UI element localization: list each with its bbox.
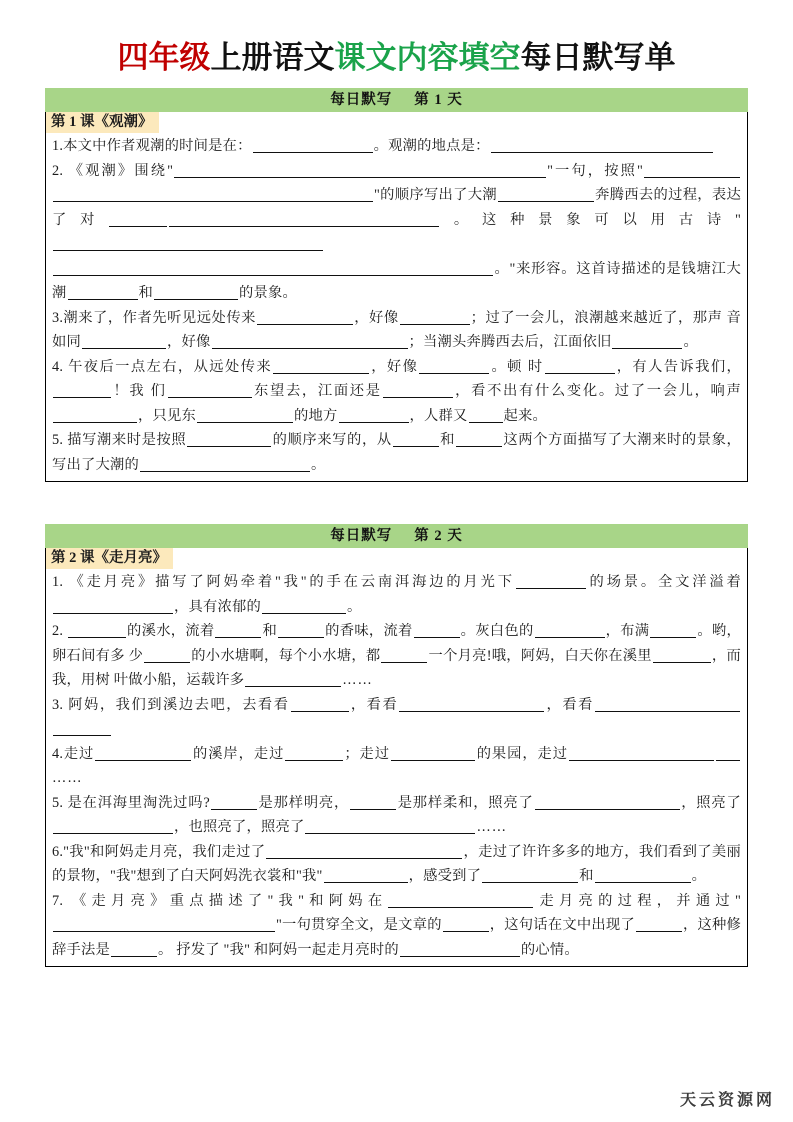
question-item [52,840,741,889]
question-text: 的溪岸，走过 [192,745,285,762]
question-item [52,619,741,693]
question-text: ；走过 [344,745,390,762]
question-text: 起来。 [503,407,547,424]
question-text: 走月亮的过程，并通过" [534,892,741,909]
fill-in-blank[interactable] [291,694,349,712]
fill-in-blank[interactable] [109,209,167,227]
question-item [52,428,741,477]
question-text: 。 [310,456,326,473]
fill-in-blank[interactable] [419,356,489,374]
question-text: ；当潮头奔腾西去后，江面依旧 [408,334,612,350]
lesson-tag-row-2 [46,548,747,569]
fill-in-blank[interactable] [53,233,323,251]
fill-in-blank[interactable] [262,596,346,614]
question-number: 5. [52,432,64,448]
question-text: 。"来形容。这首诗描述的是钱塘江大潮 [52,260,741,301]
question-text: 本文中作者观潮的时间是在： [63,138,252,154]
question-text: 这两个方面描写了大潮来时的景象，写出了大潮的 [52,432,742,473]
question-item [52,889,741,963]
question-text: 。观潮的地点是： [373,138,490,154]
question-text: 潮来了，作者先听见远处传来 [63,309,256,326]
ellipsis-text: …… [476,819,508,835]
fill-in-blank[interactable] [212,331,408,349]
ellipsis-text: …… [52,770,83,786]
question-text: "我"和阿妈走月亮，我们走过了 [63,843,266,860]
question-item [52,306,741,355]
question-text: 的小水塘啊，每个小水塘，都 [191,647,381,664]
question-text [63,623,67,639]
fill-in-blank[interactable] [482,865,578,883]
fill-in-blank[interactable] [339,405,409,423]
fill-in-blank[interactable] [211,792,257,810]
question-text: 《观潮》围绕" [63,162,174,179]
question-list-1 [46,133,747,481]
question-text: ，只见东 [138,407,196,424]
fill-in-blank[interactable] [253,135,373,153]
fill-in-blank[interactable] [144,645,190,663]
fill-in-blank[interactable] [595,865,691,883]
lesson-tag-1: 第 1 课《观潮》 [46,112,159,133]
question-text: 。 [346,598,362,615]
question-text: 《走月亮》描写了阿妈牵着"我"的手在云南洱海边的月光下 [63,574,515,590]
question-text: 描写潮来时是按照 [63,432,187,448]
title-segment-3: 每日默写单 [520,40,676,75]
fill-in-blank[interactable] [305,816,475,834]
question-text: 的地方 [294,407,338,424]
question-item [52,570,741,619]
fill-in-blank[interactable] [187,429,271,447]
question-text: 《走月亮》重点描述了"我"和阿妈在 [63,892,388,909]
question-number: 1. [52,574,64,590]
question-text: ，具有浓郁的 [174,598,261,615]
question-text: ，看不出有什么变化。过了一会儿，响声 [453,383,741,399]
fill-in-blank[interactable] [140,454,310,472]
fill-in-blank[interactable] [535,620,605,638]
fill-in-blank[interactable] [53,184,373,202]
fill-in-blank[interactable] [266,841,462,859]
day-header-1 [45,88,748,112]
fill-in-blank[interactable] [197,405,293,423]
question-text: ，布满 [605,623,650,639]
page-title [0,32,793,77]
fill-in-blank[interactable] [716,743,740,761]
fill-in-blank[interactable] [516,571,586,589]
question-text: ，走过了许许多多的地方，我们看到了美丽 的景物，"我"想到了白天阿妈洗衣裳和"我" [52,843,741,884]
question-text: 和 [439,432,455,448]
day-header-day-1: 第 1 天 [414,92,463,108]
question-number: 3. [52,309,64,326]
fill-in-blank[interactable] [53,380,111,398]
fill-in-blank[interactable] [53,816,173,834]
fill-in-blank[interactable] [393,429,439,447]
fill-in-blank[interactable] [53,258,493,276]
question-text: 。哟，卵石间有多 少 [52,623,742,664]
fill-in-blank[interactable] [612,331,682,349]
question-number: 4. [52,745,64,762]
fill-in-blank[interactable] [644,160,740,178]
question-number: 3. [52,696,64,713]
question-text: 阿妈，我们到溪边去吧，去看看 [63,696,290,713]
question-text: 。这种景象可以用古诗" [440,211,741,228]
question-number: 7. [52,892,64,909]
question-text: ，人群又 [409,407,468,424]
fill-in-blank[interactable] [535,792,680,810]
question-text: 的场景。全文洋溢着 [586,574,741,590]
question-text: 。灰白色的 [460,623,534,639]
fill-in-blank[interactable] [53,596,173,614]
fill-in-blank[interactable] [388,890,533,908]
lesson-tag-2: 第 2 课《走月亮》 [46,548,173,569]
question-text: 。顿 时 [490,358,544,375]
title-segment-0: 四年级 [117,40,211,75]
day-header-day-2: 第 2 天 [414,528,463,544]
question-item [52,159,741,306]
fill-in-blank[interactable] [391,743,475,761]
day-header-label-2: 每日默写 [330,528,393,544]
question-text: 走过 [63,745,95,762]
question-text: 是那样柔和，照亮了 [397,794,534,811]
fill-in-blank[interactable] [169,209,439,227]
question-text: ，而我，用树 叶做小船，运载许多 [52,647,741,688]
question-number: 6. [52,843,64,860]
fill-in-blank[interactable] [53,405,137,423]
fill-in-blank[interactable] [400,939,520,957]
fill-in-blank[interactable] [650,620,696,638]
fill-in-blank[interactable] [278,620,324,638]
day-header-2 [45,524,748,548]
question-item [52,693,741,742]
question-text: 。 [683,334,698,350]
title-segment-1: 上册语文 [210,40,335,75]
question-text: 的心情。 [520,941,579,958]
question-text: 。 [691,868,707,884]
question-text: ，照亮了 [680,794,741,811]
question-text: 是那样明亮， [257,794,350,811]
question-number: 4. [52,358,64,375]
question-number: 5. [52,794,64,811]
fill-in-blank[interactable] [636,914,682,932]
fill-in-blank[interactable] [324,865,408,883]
question-text: 的景象。 [239,285,297,301]
question-number: 2. [52,162,64,179]
fill-in-blank[interactable] [111,939,157,957]
fill-in-blank[interactable] [257,307,353,325]
fill-in-blank[interactable] [491,135,713,153]
question-text: 。 抒发了 "我" 和阿妈一起走月亮时的 [158,941,399,958]
fill-in-blank[interactable] [174,160,546,178]
question-text: 的顺序来写的，从 [272,432,392,448]
question-text: ；过了一会儿，浪潮越来越近了，那声 音如同 [52,309,741,350]
fill-in-blank[interactable] [399,694,544,712]
fill-in-blank[interactable] [443,914,489,932]
question-text: 和 [579,868,594,884]
fill-in-blank[interactable] [273,356,369,374]
fill-in-blank[interactable] [245,669,341,687]
question-text: ，感受到了 [408,868,482,884]
question-text: ，这种修辞手法是 [52,917,741,958]
question-text: ！我 们 [112,383,167,399]
fill-in-blank[interactable] [95,743,191,761]
question-text: 的香味，流着 [325,623,413,639]
day-block-1 [45,88,748,482]
question-text: ，有人告诉我们， [615,358,742,375]
question-text: 东望去，江面还是 [252,383,382,399]
question-text: ，好像 [370,358,419,375]
fill-in-blank[interactable] [383,380,453,398]
fill-in-blank[interactable] [469,405,503,423]
fill-in-blank[interactable] [82,331,166,349]
fill-in-blank[interactable] [569,743,714,761]
day-block-2 [45,524,748,967]
question-item [52,355,741,429]
fill-in-blank[interactable] [215,620,261,638]
question-text: 奔腾西去的过程，表达了对 [52,187,741,228]
question-text: "一句贯穿全文，是文章的 [276,917,442,933]
fill-in-blank[interactable] [381,645,427,663]
question-text: 和 [138,285,153,301]
watermark: 天云资源网 [679,1092,775,1109]
question-text: ，也照亮了，照亮了 [174,819,305,835]
question-item [52,134,741,159]
question-number: 1. [52,138,64,154]
question-text: "的顺序写出了大潮 [374,187,497,203]
fill-in-blank[interactable] [653,645,711,663]
question-text: 一个月亮!哦，阿妈，白天你在溪里 [428,647,652,664]
question-item [52,791,741,840]
day-body-1 [45,112,748,482]
fill-in-blank[interactable] [400,307,470,325]
question-text: 和 [262,623,278,639]
ellipsis-text: …… [342,672,373,688]
fill-in-blank[interactable] [285,743,343,761]
question-text: ，这句话在文中出现了 [489,917,635,933]
fill-in-blank[interactable] [154,282,238,300]
question-text: ，好像 [167,334,211,350]
fill-in-blank[interactable] [350,792,396,810]
day-header-label-1: 每日默写 [330,92,393,108]
question-text: 午夜后一点左右，从远处传来 [63,358,273,375]
fill-in-blank[interactable] [456,429,502,447]
question-item [52,742,741,791]
fill-in-blank[interactable] [168,380,252,398]
question-text: ，好像 [353,309,399,326]
fill-in-blank[interactable] [53,718,111,736]
question-text: 的溪水，流着 [126,623,215,639]
day-body-2 [45,548,748,967]
question-list-2 [46,569,747,966]
question-text: ，看看 [349,696,399,713]
question-text: "一句，按照" [547,162,643,179]
question-text: ，看看 [545,696,594,713]
question-number: 2. [52,623,64,639]
fill-in-blank[interactable] [498,184,594,202]
fill-in-blank[interactable] [545,356,615,374]
fill-in-blank[interactable] [68,282,138,300]
question-text: 的果园，走过 [475,745,568,762]
question-text: 是在洱海里淘洗过吗? [63,794,210,811]
lesson-tag-row-1 [46,112,747,133]
fill-in-blank[interactable] [595,694,740,712]
fill-in-blank[interactable] [53,914,275,932]
fill-in-blank[interactable] [68,620,126,638]
fill-in-blank[interactable] [414,620,460,638]
title-segment-2: 课文内容填空 [334,40,521,75]
